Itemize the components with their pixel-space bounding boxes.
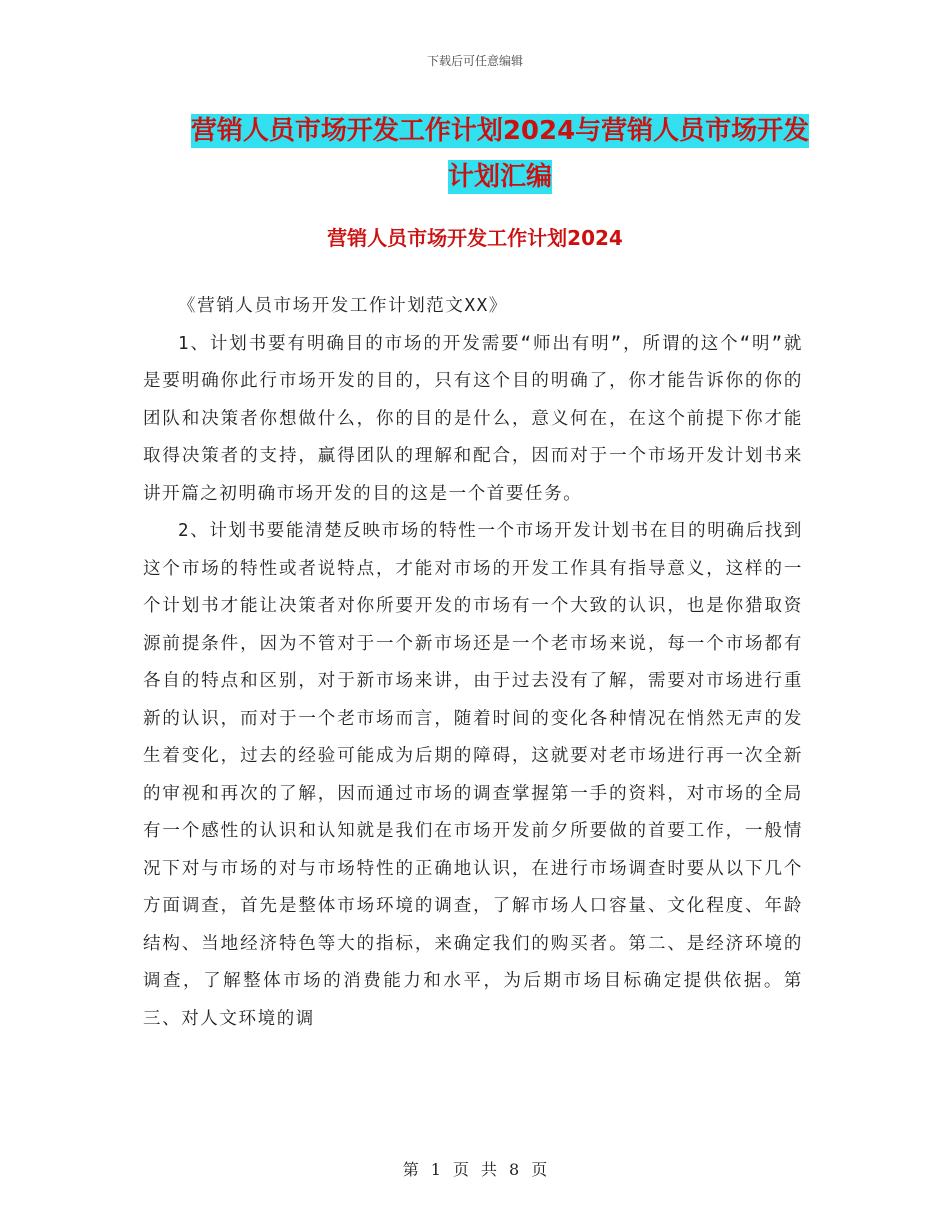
body-text xyxy=(143,288,803,1038)
document-title xyxy=(150,108,850,200)
paragraph-1: 1、计划书要有明确目的市场的开发需要“师出有明”，所谓的这个“明”就是要明确你此行市场开发的目的，只有这个目的明确了，你才能告诉你的你的团队和决策者你想做什么，你的目的是什么，意义何在，在这个前提下你才能取得决策者的支持，赢得团队的理解和配合，因而对于一个市场开发计划书来讲开篇之初明确市场开发的目的这是一个首要任务。 xyxy=(143,333,803,504)
document-title-line2: 计划汇编 xyxy=(447,162,552,192)
section-title: 营销人员市场开发工作计划2024 xyxy=(327,226,623,250)
page-label-suffix: 页 xyxy=(531,1160,548,1179)
paragraph-reference: 《营销人员市场开发工作计划范文XX》 xyxy=(178,296,508,316)
page-current: 1 xyxy=(430,1160,441,1179)
page-label-prefix: 第 xyxy=(402,1160,419,1179)
header-note: 下载后可任意编辑 xyxy=(426,54,523,68)
page-total: 8 xyxy=(509,1160,520,1179)
paragraph-2: 2、计划书要能清楚反映市场的特性一个市场开发计划书在目的明确后找到这个市场的特性或者说特点，才能对市场的开发工作具有指导意义，这样的一个计划书才能让决策者对你所要开发的市场有一个大致的认识，也是你猎取资源前提条件，因为不管对于一个新市场还是一个老市场来说，每一个市场都有各自的特点和区别，对于新市场来讲，由于过去没有了解，需要对市场进行重新的认识，而对于一个老市场而言，随着时间的变化各种情况在悄然无声的发生着变化，过去的经验可能成为后期的障碍，这就要对老市场进行再一次全新的审视和再次的了解，因而通过市场的调查掌握第一手的资料，对市场的全局有一个感性的认识和认知就是我们在市场开发前夕所要做的首要工作，一般情况下对与市场的对与市场特性的正确地认识，在进行市场调查时要从以下几个方面调查，首先是整体市场环境的调查，了解市场人口容量、文化程度、年龄结构、当地经济特色等大的指标，来确定我们的购买者。第二、是经济环境的调查，了解整体市场的消费能力和水平，为后期市场目标确定提供依据。第三、对人文环境的调 xyxy=(143,521,803,1029)
page-label-mid1: 页 xyxy=(452,1160,469,1179)
document-title-line1: 营销人员市场开发工作计划2024与营销人员市场开发 xyxy=(190,116,810,146)
page-footer xyxy=(0,1157,950,1180)
page-label-mid2: 共 xyxy=(481,1160,498,1179)
